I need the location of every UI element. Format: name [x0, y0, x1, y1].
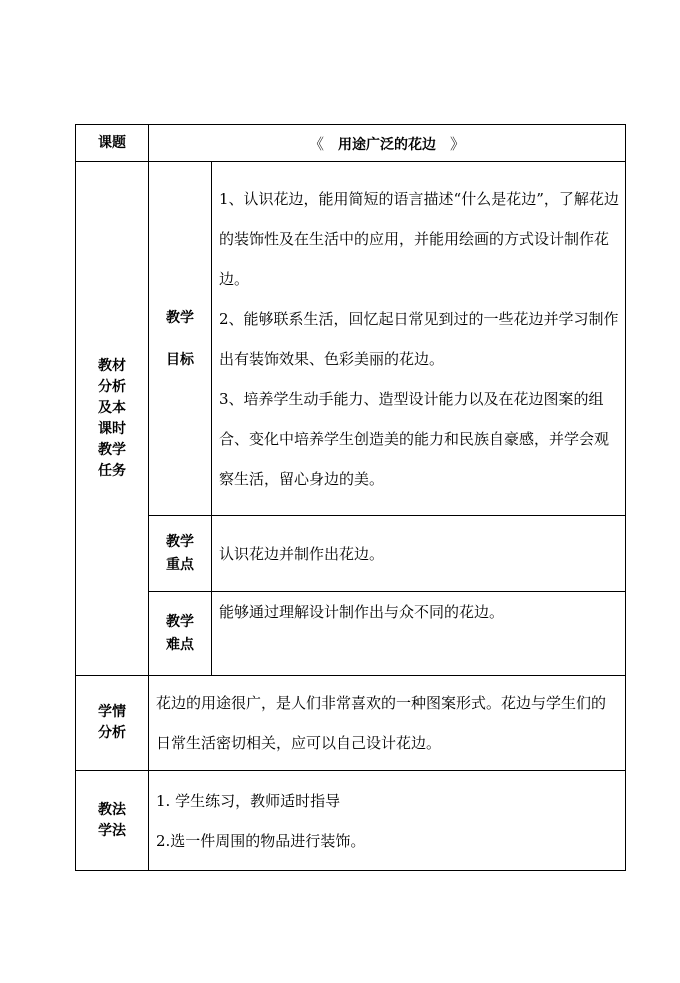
title-close-bracket: 》	[450, 134, 466, 153]
lesson-title	[149, 125, 626, 162]
key-points-label	[149, 516, 212, 592]
analysis-label-line: 教材	[98, 357, 126, 374]
title-open-bracket: 《	[308, 134, 324, 153]
learner-analysis-label-line: 学情	[98, 704, 126, 720]
goal-item: 3、培养学生动手能力、造型设计能力以及在花边图案的组合、变化中培养学生创造美的能力和民族自豪感，并学会观察生活，留心身边的美。	[219, 389, 610, 488]
goals-label-line: 教学	[166, 309, 194, 326]
lesson-plan-table	[75, 124, 626, 871]
methods-label-line: 教法	[98, 801, 126, 818]
method-item: 1. 学生练习，教师适时指导	[156, 791, 341, 810]
title-row	[76, 125, 626, 162]
difficulties-label-line: 难点	[166, 636, 194, 653]
learner-analysis-label	[76, 676, 149, 771]
key-points-label-line: 教学	[166, 533, 194, 550]
methods-label-line: 学法	[98, 822, 126, 839]
analysis-label-line: 及本	[98, 399, 126, 416]
analysis-label-line: 课时	[98, 420, 126, 437]
difficulties-row	[76, 592, 626, 676]
methods-content	[149, 771, 626, 871]
methods-label	[76, 771, 149, 871]
difficulties-content: 能够通过理解设计制作出与众不同的花边。	[212, 592, 626, 676]
learner-analysis-label-line: 分析	[98, 725, 126, 741]
key-points-row	[76, 516, 626, 592]
goal-item: 2、能够联系生活，回忆起日常见到过的一些花边并学习制作出有装饰效果、色彩美丽的花边。	[219, 309, 619, 368]
goals-label	[149, 162, 212, 516]
method-item: 2.选一件周围的物品进行装饰。	[156, 831, 366, 850]
learner-analysis-row	[76, 676, 626, 771]
analysis-label	[76, 162, 149, 676]
goals-row	[76, 162, 626, 516]
title-text: 用途广泛的花边	[338, 136, 436, 153]
key-points-content: 认识花边并制作出花边。	[212, 516, 626, 592]
key-points-label-line: 重点	[166, 556, 194, 573]
goals-content	[212, 162, 626, 516]
analysis-label-line: 任务	[98, 462, 126, 479]
goal-item: 1、认识花边，能用简短的语言描述“什么是花边”，了解花边的装饰性及在生活中的应用，并能用绘画的方式设计制作花边。	[219, 189, 619, 288]
difficulties-label-line: 教学	[166, 613, 194, 630]
learner-analysis-content: 花边的用途很广，是人们非常喜欢的一种图案形式。花边与学生们的日常生活密切相关，应可以自己设计花边。	[149, 676, 626, 771]
analysis-label-line: 分析	[98, 378, 126, 395]
title-label: 课题	[76, 125, 149, 162]
difficulties-label	[149, 592, 212, 676]
analysis-label-line: 教学	[98, 441, 126, 458]
lesson-plan-sheet	[75, 124, 625, 871]
methods-row	[76, 771, 626, 871]
goals-label-line: 目标	[166, 351, 194, 368]
